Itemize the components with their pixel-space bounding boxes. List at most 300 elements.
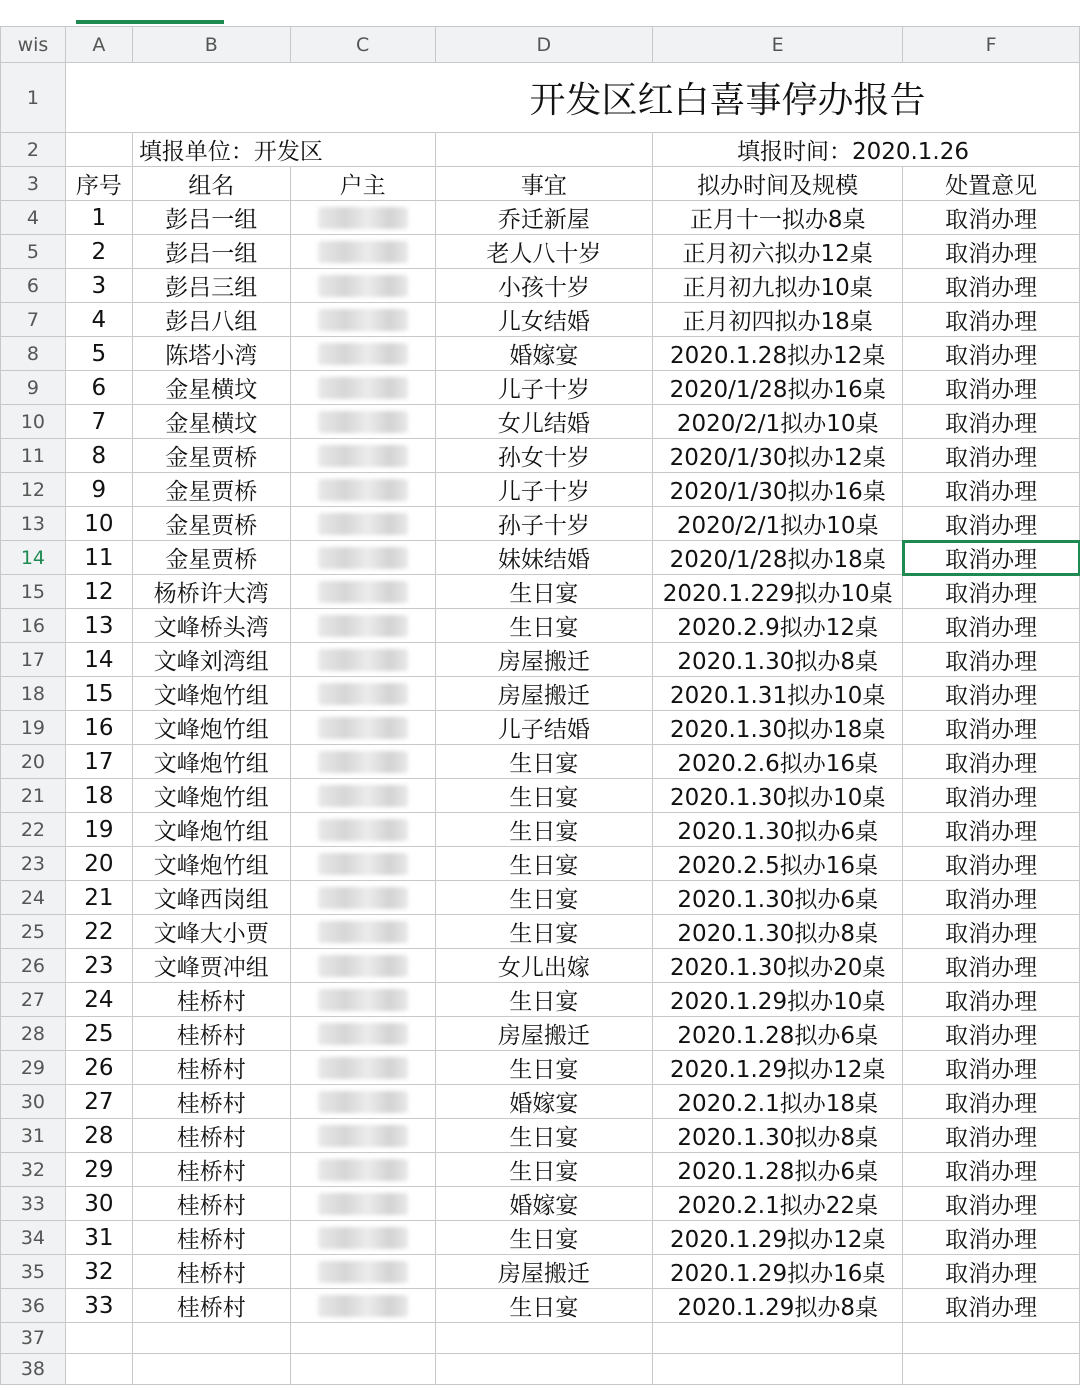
householder-cell[interactable] [290,1153,435,1187]
row-header[interactable]: 23 [1,847,66,881]
row-header[interactable]: 21 [1,779,66,813]
matter-cell[interactable]: 生日宴 [435,1153,653,1187]
plan-cell[interactable]: 2020/1/30拟办16桌 [653,473,903,507]
plan-cell[interactable]: 2020.1.30拟办10桌 [653,779,903,813]
householder-cell[interactable] [290,1051,435,1085]
group-cell[interactable]: 文峰西岗组 [132,881,290,915]
group-cell[interactable]: 杨桥许大湾 [132,575,290,609]
table-row [1,711,1080,745]
serial-cell[interactable]: 18 [65,779,132,813]
row-header[interactable]: 5 [1,235,66,269]
redacted-name [318,615,408,637]
serial-cell[interactable]: 33 [65,1289,132,1323]
row-header[interactable]: 17 [1,643,66,677]
empty-cell[interactable] [653,1323,903,1354]
householder-cell[interactable] [290,405,435,439]
plan-cell[interactable]: 2020.2.6拟办16桌 [653,745,903,779]
group-cell[interactable]: 金星贾桥 [132,473,290,507]
serial-cell[interactable]: 16 [65,711,132,745]
group-cell[interactable]: 彭吕八组 [132,303,290,337]
householder-cell[interactable] [290,371,435,405]
table-row [1,337,1080,371]
group-cell[interactable]: 金星横坟 [132,405,290,439]
opinion-cell[interactable]: 取消办理 [903,1051,1080,1085]
opinion-cell[interactable]: 取消办理 [903,643,1080,677]
opinion-cell[interactable]: 取消办理 [903,439,1080,473]
householder-cell[interactable] [290,949,435,983]
select-all-corner[interactable]: wis [1,27,66,63]
serial-cell[interactable]: 10 [65,507,132,541]
matter-cell[interactable]: 生日宴 [435,575,653,609]
householder-cell[interactable] [290,881,435,915]
group-cell[interactable]: 文峰炮竹组 [132,745,290,779]
group-cell[interactable]: 桂桥村 [132,1051,290,1085]
matter-cell[interactable]: 房屋搬迁 [435,643,653,677]
group-cell[interactable]: 陈塔小湾 [132,337,290,371]
plan-cell[interactable]: 2020/1/28拟办16桌 [653,371,903,405]
householder-cell[interactable] [290,1221,435,1255]
opinion-cell[interactable]: 取消办理 [903,779,1080,813]
opinion-cell[interactable]: 取消办理 [903,949,1080,983]
plan-cell[interactable]: 2020.1.30拟办6桌 [653,881,903,915]
plan-cell[interactable]: 2020.1.30拟办6桌 [653,813,903,847]
plan-cell[interactable]: 正月十一拟办8桌 [653,201,903,235]
opinion-cell[interactable]: 取消办理 [903,1153,1080,1187]
opinion-cell[interactable]: 取消办理 [903,201,1080,235]
row-header[interactable]: 31 [1,1119,66,1153]
householder-cell[interactable] [290,677,435,711]
group-cell[interactable]: 桂桥村 [132,1153,290,1187]
header-cell-plan[interactable]: 拟办时间及规模 [653,167,903,201]
householder-cell[interactable] [290,541,435,575]
opinion-cell[interactable]: 取消办理 [903,677,1080,711]
householder-cell[interactable] [290,1187,435,1221]
group-cell[interactable]: 文峰贾冲组 [132,949,290,983]
matter-cell[interactable]: 女儿出嫁 [435,949,653,983]
opinion-cell[interactable]: 取消办理 [903,881,1080,915]
matter-cell[interactable]: 生日宴 [435,779,653,813]
matter-cell[interactable]: 婚嫁宴 [435,1085,653,1119]
serial-cell[interactable]: 4 [65,303,132,337]
redacted-name [318,309,408,331]
column-header-d[interactable]: D [435,27,653,63]
serial-cell[interactable]: 14 [65,643,132,677]
redacted-name [318,377,408,399]
row-header[interactable]: 12 [1,473,66,507]
row-header-3[interactable]: 3 [1,167,66,201]
group-cell[interactable]: 文峰炮竹组 [132,779,290,813]
householder-cell[interactable] [290,575,435,609]
group-cell[interactable]: 桂桥村 [132,1085,290,1119]
column-header-b[interactable]: B [132,27,290,63]
matter-cell[interactable]: 房屋搬迁 [435,677,653,711]
serial-cell[interactable]: 9 [65,473,132,507]
plan-cell[interactable]: 2020.1.28拟办6桌 [653,1017,903,1051]
opinion-cell[interactable]: 取消办理 [903,507,1080,541]
table-row [1,1085,1080,1119]
plan-cell[interactable]: 2020.1.28拟办6桌 [653,1153,903,1187]
empty-cell[interactable] [903,1323,1080,1354]
spreadsheet-grid[interactable] [0,26,1080,1385]
serial-cell[interactable]: 12 [65,575,132,609]
householder-cell[interactable] [290,507,435,541]
opinion-cell[interactable]: 取消办理 [903,813,1080,847]
group-cell[interactable]: 彭吕一组 [132,201,290,235]
matter-cell[interactable]: 小孩十岁 [435,269,653,303]
serial-cell[interactable]: 32 [65,1255,132,1289]
redacted-name [318,989,408,1011]
empty-cell[interactable] [65,1354,132,1385]
serial-cell[interactable]: 13 [65,609,132,643]
table-row [1,269,1080,303]
householder-cell[interactable] [290,473,435,507]
opinion-cell[interactable]: 取消办理 [903,1085,1080,1119]
matter-cell[interactable]: 生日宴 [435,1051,653,1085]
serial-cell[interactable]: 28 [65,1119,132,1153]
plan-cell[interactable]: 2020.1.29拟办12桌 [653,1051,903,1085]
empty-row [1,1354,1080,1385]
group-cell[interactable]: 桂桥村 [132,1017,290,1051]
opinion-cell[interactable]: 取消办理 [903,405,1080,439]
row-header[interactable]: 14 [1,541,66,575]
matter-cell[interactable]: 老人八十岁 [435,235,653,269]
serial-cell[interactable]: 26 [65,1051,132,1085]
group-cell[interactable]: 桂桥村 [132,1119,290,1153]
row-header[interactable]: 27 [1,983,66,1017]
empty-cell[interactable] [903,1354,1080,1385]
serial-cell[interactable]: 11 [65,541,132,575]
empty-cell[interactable] [435,1323,653,1354]
row-header[interactable]: 4 [1,201,66,235]
row-header[interactable]: 30 [1,1085,66,1119]
plan-cell[interactable]: 2020.1.29拟办16桌 [653,1255,903,1289]
serial-cell[interactable]: 24 [65,983,132,1017]
group-cell[interactable]: 文峰炮竹组 [132,711,290,745]
matter-cell[interactable]: 女儿结婚 [435,405,653,439]
serial-cell[interactable]: 7 [65,405,132,439]
serial-cell[interactable]: 15 [65,677,132,711]
opinion-cell[interactable]: 取消办理 [903,371,1080,405]
householder-cell[interactable] [290,1119,435,1153]
serial-cell[interactable]: 2 [65,235,132,269]
matter-cell[interactable]: 儿女结婚 [435,303,653,337]
header-cell-matter[interactable]: 事宜 [435,167,653,201]
table-row [1,1153,1080,1187]
plan-cell[interactable]: 2020/2/1拟办10桌 [653,507,903,541]
householder-cell[interactable] [290,643,435,677]
serial-cell[interactable]: 6 [65,371,132,405]
empty-cell[interactable] [65,1323,132,1354]
plan-cell[interactable]: 2020.1.30拟办8桌 [653,1119,903,1153]
row-header[interactable]: 33 [1,1187,66,1221]
opinion-cell[interactable]: 取消办理 [903,473,1080,507]
group-cell[interactable]: 桂桥村 [132,983,290,1017]
report-title[interactable]: 开发区红白喜事停办报告 [65,63,1079,133]
redacted-name [318,751,408,773]
redacted-name [318,1193,408,1215]
householder-cell[interactable] [290,609,435,643]
plan-cell[interactable]: 2020.1.30拟办18桌 [653,711,903,745]
table-row [1,1187,1080,1221]
table-row [1,405,1080,439]
matter-cell[interactable]: 生日宴 [435,915,653,949]
plan-cell[interactable]: 2020/1/30拟办12桌 [653,439,903,473]
redacted-name [318,887,408,909]
matter-cell[interactable]: 儿子结婚 [435,711,653,745]
empty-cell[interactable] [132,1354,290,1385]
householder-cell[interactable] [290,337,435,371]
plan-cell[interactable]: 2020.1.29拟办10桌 [653,983,903,1017]
householder-cell[interactable] [290,1255,435,1289]
row-header[interactable]: 29 [1,1051,66,1085]
opinion-cell[interactable]: 取消办理 [903,235,1080,269]
serial-cell[interactable]: 20 [65,847,132,881]
plan-cell[interactable]: 2020/1/28拟办18桌 [653,541,903,575]
opinion-cell[interactable]: 取消办理 [903,1255,1080,1289]
group-cell[interactable]: 文峰炮竹组 [132,813,290,847]
group-cell[interactable]: 彭吕三组 [132,269,290,303]
opinion-cell[interactable]: 取消办理 [903,1187,1080,1221]
opinion-cell[interactable]: 取消办理 [903,847,1080,881]
plan-cell[interactable]: 2020.1.30拟办8桌 [653,643,903,677]
serial-cell[interactable]: 19 [65,813,132,847]
row-header[interactable]: 16 [1,609,66,643]
matter-cell[interactable]: 生日宴 [435,847,653,881]
empty-cell[interactable] [435,1354,653,1385]
redacted-name [318,1295,408,1317]
group-cell[interactable]: 文峰炮竹组 [132,677,290,711]
householder-cell[interactable] [290,745,435,779]
householder-cell[interactable] [290,1289,435,1323]
opinion-cell[interactable]: 取消办理 [903,1017,1080,1051]
matter-cell[interactable]: 生日宴 [435,983,653,1017]
row-header[interactable]: 32 [1,1153,66,1187]
column-header-e[interactable]: E [653,27,903,63]
householder-cell[interactable] [290,303,435,337]
householder-cell[interactable] [290,439,435,473]
matter-cell[interactable]: 婚嫁宴 [435,337,653,371]
table-row [1,847,1080,881]
householder-cell[interactable] [290,847,435,881]
group-cell[interactable]: 桂桥村 [132,1187,290,1221]
active-sheet-tab-indicator[interactable] [76,20,224,24]
row-header[interactable]: 19 [1,711,66,745]
table-row [1,643,1080,677]
table-row [1,303,1080,337]
cell-d2[interactable] [435,133,653,167]
matter-cell[interactable]: 儿子十岁 [435,371,653,405]
opinion-cell[interactable]: 取消办理 [903,269,1080,303]
group-cell[interactable]: 彭吕一组 [132,235,290,269]
matter-cell[interactable]: 孙子十岁 [435,507,653,541]
serial-cell[interactable]: 25 [65,1017,132,1051]
plan-cell[interactable]: 2020.2.1拟办22桌 [653,1187,903,1221]
matter-cell[interactable]: 生日宴 [435,1221,653,1255]
plan-cell[interactable]: 2020.2.9拟办12桌 [653,609,903,643]
matter-cell[interactable]: 孙女十岁 [435,439,653,473]
opinion-cell[interactable]: 取消办理 [903,711,1080,745]
row-header[interactable]: 26 [1,949,66,983]
row-header[interactable]: 9 [1,371,66,405]
opinion-cell[interactable]: 取消办理 [903,1119,1080,1153]
householder-cell[interactable] [290,1085,435,1119]
matter-cell[interactable]: 生日宴 [435,881,653,915]
row-header[interactable]: 36 [1,1289,66,1323]
serial-cell[interactable]: 3 [65,269,132,303]
householder-cell[interactable] [290,1017,435,1051]
row-header[interactable]: 11 [1,439,66,473]
householder-cell[interactable] [290,813,435,847]
column-header-a[interactable]: A [65,27,132,63]
opinion-cell[interactable]: 取消办理 [903,1289,1080,1323]
group-cell[interactable]: 文峰炮竹组 [132,847,290,881]
plan-cell[interactable]: 2020.1.28拟办12桌 [653,337,903,371]
header-cell-opinion[interactable]: 处置意见 [903,167,1080,201]
serial-cell[interactable]: 21 [65,881,132,915]
data-rows [1,201,1080,1385]
group-cell[interactable]: 金星贾桥 [132,541,290,575]
serial-cell[interactable]: 27 [65,1085,132,1119]
row-header[interactable]: 24 [1,881,66,915]
plan-cell[interactable]: 2020.2.5拟办16桌 [653,847,903,881]
householder-cell[interactable] [290,235,435,269]
serial-cell[interactable]: 23 [65,949,132,983]
table-row [1,1255,1080,1289]
redacted-name [318,513,408,535]
serial-cell[interactable]: 1 [65,201,132,235]
redacted-name [318,853,408,875]
plan-cell[interactable]: 正月初四拟办18桌 [653,303,903,337]
householder-cell[interactable] [290,201,435,235]
matter-cell[interactable]: 生日宴 [435,813,653,847]
row-header[interactable]: 10 [1,405,66,439]
opinion-cell[interactable]: 取消办理 [903,745,1080,779]
row-header[interactable]: 15 [1,575,66,609]
opinion-cell[interactable]: 取消办理 [903,983,1080,1017]
matter-cell[interactable]: 乔迁新屋 [435,201,653,235]
row-header-1[interactable]: 1 [1,63,66,133]
plan-cell[interactable]: 2020/2/1拟办10桌 [653,405,903,439]
group-cell[interactable]: 桂桥村 [132,1255,290,1289]
row-header[interactable]: 25 [1,915,66,949]
group-cell[interactable]: 桂桥村 [132,1221,290,1255]
empty-cell[interactable] [653,1354,903,1385]
matter-cell[interactable]: 婚嫁宴 [435,1187,653,1221]
plan-cell[interactable]: 正月初九拟办10桌 [653,269,903,303]
column-header-c[interactable]: C [290,27,435,63]
empty-cell[interactable] [290,1354,435,1385]
serial-cell[interactable]: 8 [65,439,132,473]
matter-cell[interactable]: 生日宴 [435,609,653,643]
table-row [1,507,1080,541]
row-header[interactable]: 34 [1,1221,66,1255]
plan-cell[interactable]: 2020.1.29拟办12桌 [653,1221,903,1255]
redacted-name [318,547,408,569]
row-header[interactable]: 22 [1,813,66,847]
row-header[interactable]: 37 [1,1323,66,1354]
row-header[interactable]: 13 [1,507,66,541]
opinion-cell[interactable]: 取消办理 [903,337,1080,371]
header-cell-group[interactable]: 组名 [132,167,290,201]
opinion-cell[interactable]: 取消办理 [903,1221,1080,1255]
plan-cell[interactable]: 2020.1.31拟办10桌 [653,677,903,711]
fill-unit-cell[interactable]: 填报单位：开发区 [132,133,435,167]
matter-cell[interactable]: 生日宴 [435,1119,653,1153]
matter-cell[interactable]: 生日宴 [435,745,653,779]
householder-cell[interactable] [290,711,435,745]
matter-cell[interactable]: 房屋搬迁 [435,1017,653,1051]
row-header[interactable]: 20 [1,745,66,779]
serial-cell[interactable]: 17 [65,745,132,779]
row-header[interactable]: 18 [1,677,66,711]
empty-cell[interactable] [132,1323,290,1354]
serial-cell[interactable]: 29 [65,1153,132,1187]
plan-cell[interactable]: 2020.1.29拟办8桌 [653,1289,903,1323]
table-row [1,949,1080,983]
column-header-f[interactable]: F [903,27,1080,63]
householder-cell[interactable] [290,269,435,303]
group-cell[interactable]: 桂桥村 [132,1289,290,1323]
opinion-cell[interactable]: 取消办理 [903,575,1080,609]
fill-time-cell[interactable]: 填报时间：2020.1.26 [653,133,1080,167]
plan-cell[interactable]: 正月初六拟办12桌 [653,235,903,269]
row-header[interactable]: 7 [1,303,66,337]
row-header[interactable]: 8 [1,337,66,371]
redacted-name [318,1261,408,1283]
group-cell[interactable]: 文峰桥头湾 [132,609,290,643]
column-header-row [1,27,1080,63]
serial-cell[interactable]: 31 [65,1221,132,1255]
opinion-cell[interactable]: 取消办理 [903,915,1080,949]
plan-cell[interactable]: 2020.1.30拟办20桌 [653,949,903,983]
serial-cell[interactable]: 30 [65,1187,132,1221]
row-header[interactable]: 35 [1,1255,66,1289]
redacted-name [318,1091,408,1113]
matter-cell[interactable]: 房屋搬迁 [435,1255,653,1289]
group-cell[interactable]: 金星横坟 [132,371,290,405]
header-cell-serial[interactable]: 序号 [65,167,132,201]
cell-a2[interactable] [65,133,132,167]
matter-cell[interactable]: 儿子十岁 [435,473,653,507]
opinion-cell[interactable]: 取消办理 [903,609,1080,643]
opinion-cell[interactable]: 取消办理 [903,303,1080,337]
row-header[interactable]: 28 [1,1017,66,1051]
header-cell-householder[interactable]: 户主 [290,167,435,201]
plan-cell[interactable]: 2020.2.1拟办18桌 [653,1085,903,1119]
plan-cell[interactable]: 2020.1.30拟办8桌 [653,915,903,949]
serial-cell[interactable]: 5 [65,337,132,371]
serial-cell[interactable]: 22 [65,915,132,949]
householder-cell[interactable] [290,983,435,1017]
group-cell[interactable]: 文峰大小贾 [132,915,290,949]
table-row [1,1221,1080,1255]
matter-cell[interactable]: 妹妹结婚 [435,541,653,575]
table-row [1,1119,1080,1153]
group-cell[interactable]: 金星贾桥 [132,507,290,541]
row-header[interactable]: 6 [1,269,66,303]
row-header[interactable]: 38 [1,1354,66,1385]
householder-cell[interactable] [290,915,435,949]
matter-cell[interactable]: 生日宴 [435,1289,653,1323]
row-header-2[interactable]: 2 [1,133,66,167]
opinion-cell[interactable]: 取消办理 [903,541,1080,575]
table-row [1,813,1080,847]
group-cell[interactable]: 金星贾桥 [132,439,290,473]
group-cell[interactable]: 文峰刘湾组 [132,643,290,677]
householder-cell[interactable] [290,779,435,813]
plan-cell[interactable]: 2020.1.229拟办10桌 [653,575,903,609]
empty-cell[interactable] [290,1323,435,1354]
